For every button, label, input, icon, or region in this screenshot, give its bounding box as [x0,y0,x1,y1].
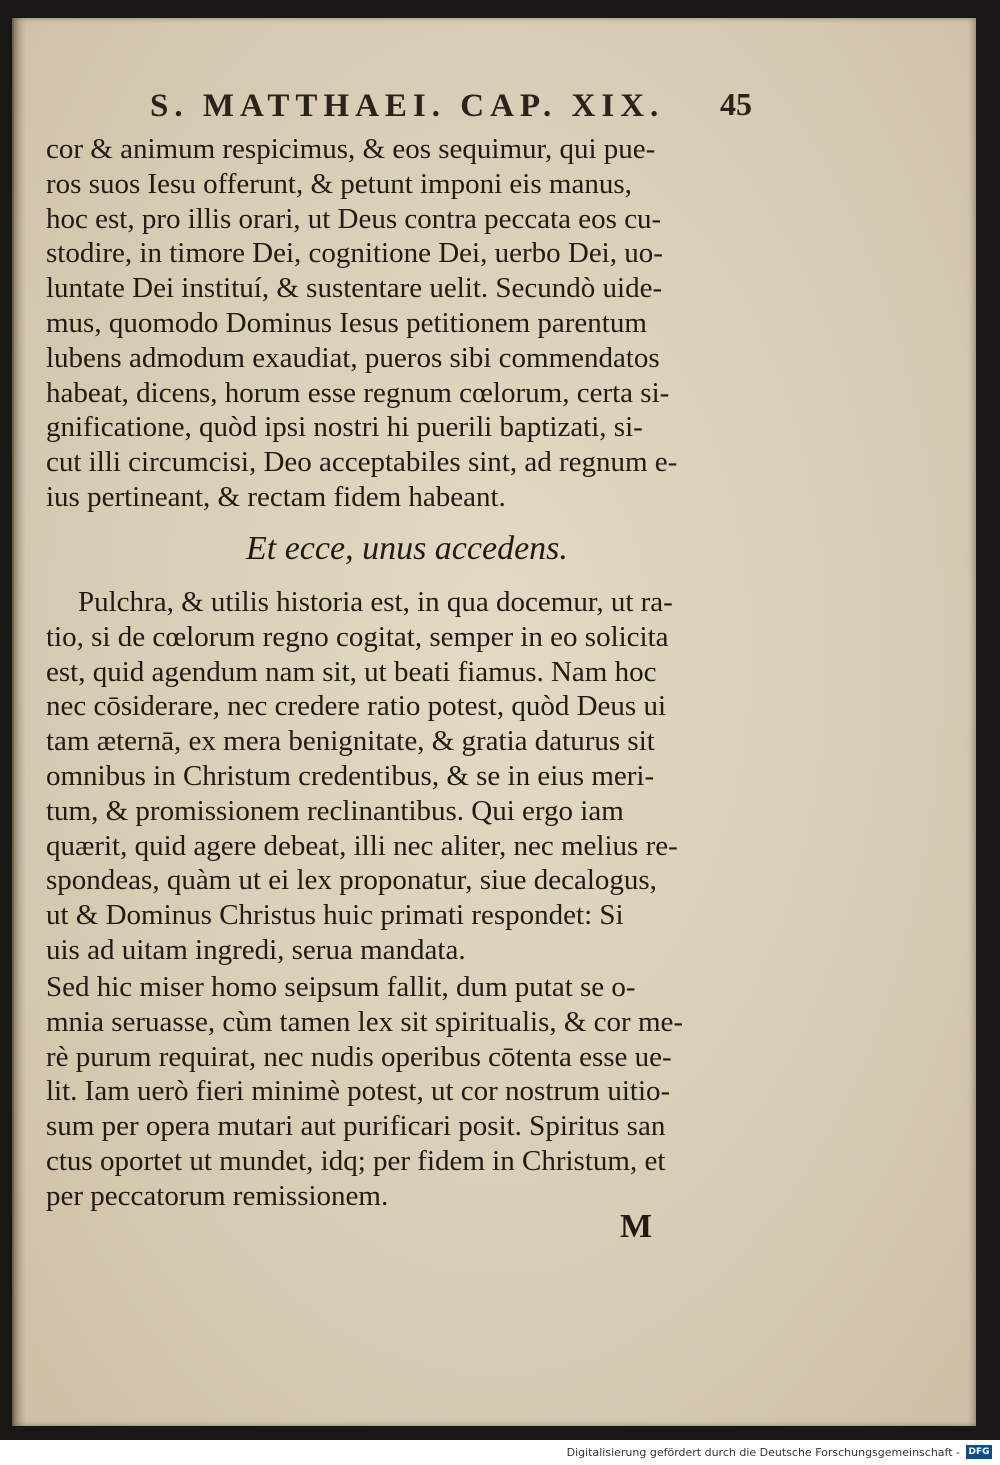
text-line: ius pertineant, & rectam fidem habeant. [46,480,506,513]
text-line: stodire, in timore Dei, cognitione Dei, uerbo Dei, uo- [46,237,663,270]
text-line: rè purum requirat, nec nudis operibus cōtenta esse ue- [46,1040,672,1073]
text-line: tum, & promissionem reclinantibus. Qui ergo iam [46,794,624,827]
section-heading: Et ecce, unus accedens. [246,530,568,567]
text-line: quærit, quid agere debeat, illi nec aliter, nec melius re- [46,829,678,862]
text-line: per peccatorum remissionem. [46,1179,389,1212]
text-line: nec cōsiderare, nec credere ratio potest, quòd Deus ui [46,690,667,723]
text-line: habeat, dicens, horum esse regnum cœlorum, certa si- [46,376,670,409]
text-line: ros suos Iesu offerunt, & petunt imponi eis manus, [46,167,632,200]
text-line: est, quid agendum nam sit, ut beati fiamus. Nam hoc [46,655,657,688]
text-line: mnia seruasse, cùm tamen lex sit spiritualis, & cor me- [46,1005,684,1038]
dfg-logo-icon[interactable]: DFG [966,1445,992,1459]
text-line: tio, si de cœlorum regno cogitat, semper in eo solicita [46,620,669,653]
paragraph-2 [46,585,762,968]
text-line: ut & Dominus Christus huic primati respondet: Si [46,899,624,932]
running-head: S. MATTHAEI. CAP. XIX. [150,88,665,124]
text-line: tam æternā, ex mera benignitate, & gratia daturus sit [46,725,655,758]
text-line: spondeas, quàm ut ei lex proponatur, siue decalogus, [46,864,657,897]
text-line: lit. Iam uerò fieri minimè potest, ut cor nostrum uitio- [46,1075,671,1108]
paragraph-1 [46,132,762,515]
footer-bar [0,1440,1000,1465]
text-line: sum per opera mutari aut purificari posit. Spiritus san [46,1110,666,1143]
text-line: omnibus in Christum credentibus, & se in eius meri- [46,759,655,792]
catchword: M [620,1208,653,1245]
funding-credit: Digitalisierung gefördert durch die Deutsche Forschungsgemeinschaft - [566,1446,960,1459]
text-line: cut illi circumcisi, Deo acceptabiles sint, ad regnum e- [46,446,678,479]
text-line: lubens admodum exaudiat, pueros sibi commendatos [46,341,660,374]
text-line: uis ad uitam ingredi, serua mandata. [46,933,466,966]
paragraph-3 [46,970,762,1214]
text-line: Pulchra, & utilis historia est, in qua docemur, ut ra- [78,586,673,618]
text-line: Sed hic miser homo seipsum fallit, dum putat se o- [46,971,636,1003]
text-line: hoc est, pro illis orari, ut Deus contra peccata eos cu- [46,202,662,235]
text-line: luntate Dei instituí, & sustentare uelit. Secundò uide- [46,272,663,305]
gutter-shadow [12,18,26,1426]
text-line: cor & animum respicimus, & eos sequimur, qui pue- [46,133,656,165]
text-line: gnificatione, quòd ipsi nostri hi puerili baptizati, si- [46,411,643,444]
text-line: mus, quomodo Dominus Iesus petitionem parentum [46,306,647,339]
page-number: 45 [720,86,752,122]
text-line: ctus oportet ut mundet, idq; per fidem in Christum, et [46,1144,666,1177]
